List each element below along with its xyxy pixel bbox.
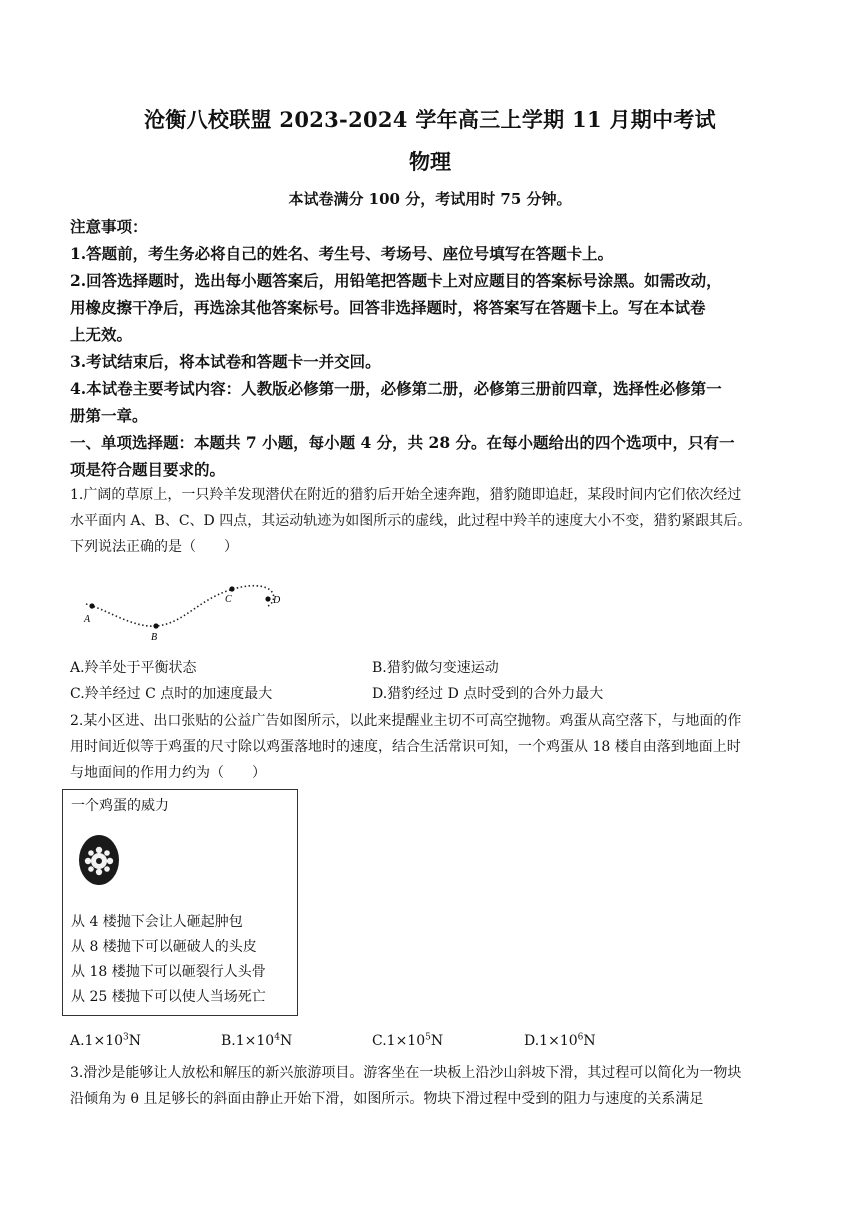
point-b-label: B	[151, 632, 158, 643]
section-heading: 一、单项选择题：本题共 7 小题，每小题 4 分，共 28 分。在每小题给出的四个选项中，只有一	[70, 433, 735, 452]
question-line: 与地面间的作用力约为（ ）	[70, 765, 266, 781]
question-1-stem	[70, 482, 800, 560]
point-a-marker	[89, 603, 94, 608]
point-d-label: D	[273, 595, 281, 606]
poster-title: 一个鸡蛋的威力	[71, 798, 169, 814]
note-line: 4.本试卷主要考试内容：人教版必修第一册，必修第二册，必修第三册前四章，选择性必修第一	[70, 379, 722, 398]
trajectory-dotted-path	[86, 586, 274, 626]
poster-line: 从 8 楼抛下可以砸破人的头皮	[71, 939, 257, 955]
point-b-marker	[153, 623, 158, 628]
question-line: 下列说法正确的是（ ）	[70, 539, 238, 555]
point-d-marker	[265, 596, 270, 601]
poster-line: 从 18 楼抛下可以砸裂行人头骨	[71, 964, 266, 980]
question-line: 水平面内 A、B、C、D 四点，其运动轨迹为如图所示的虚线，此过程中羚羊的速度大小不变，猎豹紧跟其后。	[70, 513, 752, 529]
egg-poster	[62, 789, 298, 1016]
q1-option-d: D.猎豹经过 D 点时受到的合外力最大	[372, 686, 604, 702]
q2-option-d: $D.1\times 10^6N$	[524, 1032, 596, 1049]
egg-icon	[71, 830, 127, 890]
q1-option-c: C.羚羊经过 C 点时的加速度最大	[70, 686, 273, 702]
notes-block	[70, 213, 800, 483]
exam-title: 沧衡八校联盟 2023-2024 学年高三上学期 11 月期中考试	[144, 107, 716, 132]
note-line: 3.考试结束后，将本试卷和答题卡一并交回。	[70, 352, 381, 371]
question-line: 3.滑沙是能够让人放松和解压的新兴旅游项目。游客坐在一块板上沿沙山斜坡下滑，其过程可以简化为一物块	[70, 1065, 742, 1081]
q2-option-b: $B.1\times 10^4N$	[221, 1032, 293, 1049]
section-heading-cont: 项是符合题目要求的。	[70, 460, 226, 479]
point-c-label: C	[225, 594, 232, 605]
poster-line: 从 4 楼抛下会让人砸起肿包	[71, 914, 243, 930]
note-line: 上无效。	[70, 325, 133, 344]
question-line: 2.某小区进、出口张贴的公益广告如图所示，以此来提醒业主切不可高空抛物。鸡蛋从高空落下，与地面的作	[70, 713, 742, 729]
notes-heading: 注意事项：	[70, 217, 148, 236]
q2-option-c: $C.1\times 10^5N$	[372, 1032, 444, 1049]
subject-title: 物理	[409, 149, 451, 174]
trajectory-figure	[78, 570, 288, 650]
note-line: 册第一章。	[70, 406, 148, 425]
note-line: 用橡皮擦干净后，再选涂其他答案标号。回答非选择题时，将答案写在答题卡上。写在本试卷	[70, 298, 706, 317]
question-2-stem	[70, 708, 800, 786]
q2-option-a: $A.1\times 10^3N$	[70, 1032, 141, 1049]
q1-option-a: A.羚羊处于平衡状态	[70, 660, 197, 676]
point-a-label: A	[84, 614, 91, 625]
note-line: 2.回答选择题时，选出每小题答案后，用铅笔把答题卡上对应题目的答案标号涂黑。如需改动，	[70, 271, 722, 290]
question-line: 沿倾角为 θ 且足够长的斜面由静止开始下滑，如图所示。物块下滑过程中受到的阻力与速度的关系满足	[70, 1091, 704, 1107]
q1-option-b: B.猎豹做匀变速运动	[372, 660, 499, 676]
poster-line: 从 25 楼抛下可以使人当场死亡	[71, 989, 266, 1005]
point-c-marker	[229, 586, 234, 591]
question-line: 1.广阔的草原上，一只羚羊发现潜伏在附近的猎豹后开始全速奔跑，猎豹随即追赶，某段时间内它们依次经过	[70, 487, 742, 503]
note-line: 1.答题前，考生务必将自己的姓名、考生号、考场号、座位号填写在答题卡上。	[70, 244, 614, 263]
question-line: 用时间近似等于鸡蛋的尺寸除以鸡蛋落地时的速度，结合生活常识可知，一个鸡蛋从 18 楼自由落到地面上时	[70, 739, 741, 755]
exam-meta: 本试卷满分 100 分，考试用时 75 分钟。	[288, 190, 572, 208]
question-3-stem	[70, 1060, 800, 1112]
